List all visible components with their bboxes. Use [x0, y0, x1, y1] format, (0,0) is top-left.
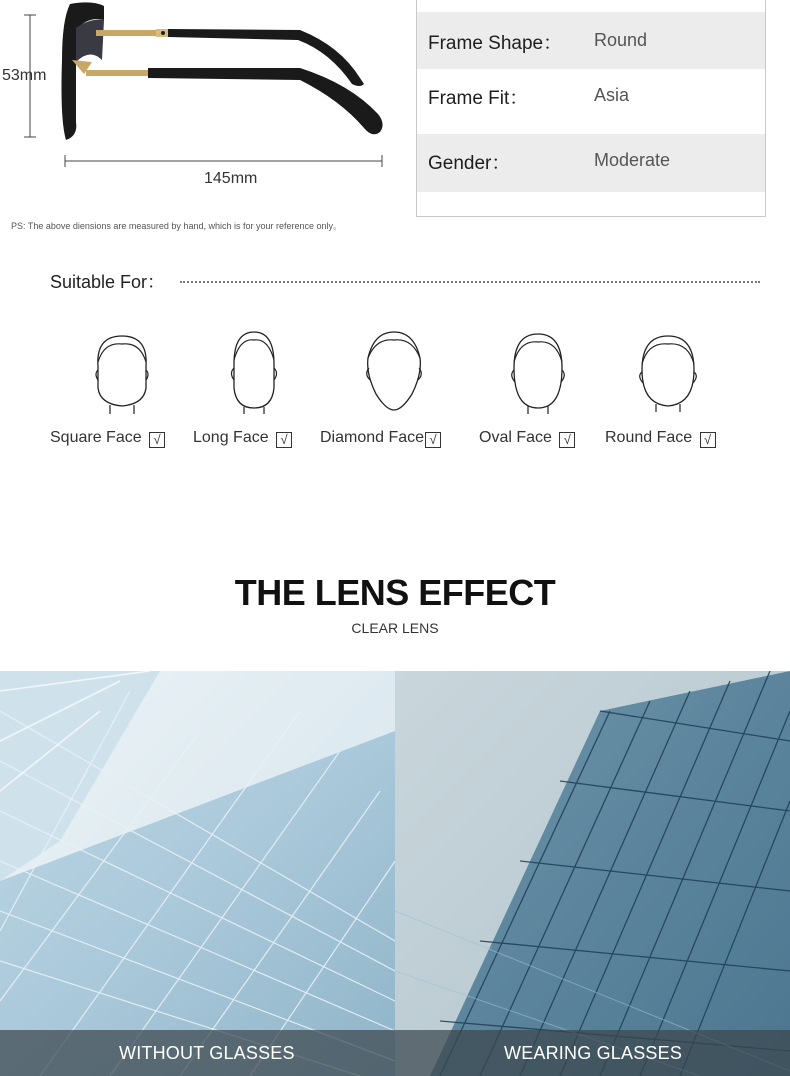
oval-face-icon: [498, 328, 578, 414]
face-label: Diamond Face: [320, 429, 425, 446]
face-label: Oval Face: [479, 429, 552, 446]
lens-effect-subtitle: CLEAR LENS: [351, 620, 439, 636]
checkbox-checked-icon: √: [700, 432, 716, 448]
width-dimension-label: 145mm: [204, 170, 258, 187]
round-face-icon: [628, 328, 708, 414]
lens-comparison-photo: [0, 671, 790, 1076]
dimension-diagram: [0, 0, 410, 240]
face-type-round: [605, 429, 716, 448]
spec-label: Frame Fit：: [428, 88, 529, 109]
measurement-note: PS: The above diensions are measured by hand, which is for your reference only。: [11, 221, 343, 231]
checkbox-checked-icon: √: [276, 432, 292, 448]
diamond-face-icon: [354, 328, 434, 414]
spec-row-gender: [417, 134, 765, 192]
face-label: Square Face: [50, 429, 142, 446]
spec-label: Frame Shape：: [428, 33, 563, 54]
glass-building-image: [0, 671, 790, 1076]
spec-value: Round: [594, 30, 648, 50]
face-label: Round Face: [605, 429, 693, 446]
face-type-oval: [479, 429, 575, 448]
spec-table: [416, 0, 766, 217]
spec-label: Gender：: [428, 153, 511, 174]
face-type-long: [193, 429, 292, 448]
caption-wearing-glasses: WEARING GLASSES: [504, 1043, 683, 1063]
height-dimension-label: 53mm: [2, 67, 47, 84]
caption-without-glasses: WITHOUT GLASSES: [119, 1043, 295, 1063]
checkbox-checked-icon: √: [149, 432, 165, 448]
square-face-icon: [82, 328, 162, 414]
checkbox-checked-icon: √: [425, 432, 441, 448]
spec-value: Moderate: [594, 150, 671, 170]
dotted-divider: [180, 281, 760, 283]
suitable-for-heading: Suitable For：: [50, 272, 166, 292]
spec-row-frame-fit: [417, 69, 765, 134]
long-face-icon: [214, 328, 294, 414]
face-type-diamond: [320, 429, 441, 448]
face-label: Long Face: [193, 429, 269, 446]
spec-value: Asia: [594, 85, 630, 105]
checkbox-checked-icon: √: [559, 432, 575, 448]
lens-effect-title: THE LENS EFFECT: [234, 572, 556, 613]
spec-row-frame-shape: [417, 12, 765, 69]
face-type-square: [50, 429, 165, 448]
glasses-side-view-icon: [0, 0, 410, 240]
